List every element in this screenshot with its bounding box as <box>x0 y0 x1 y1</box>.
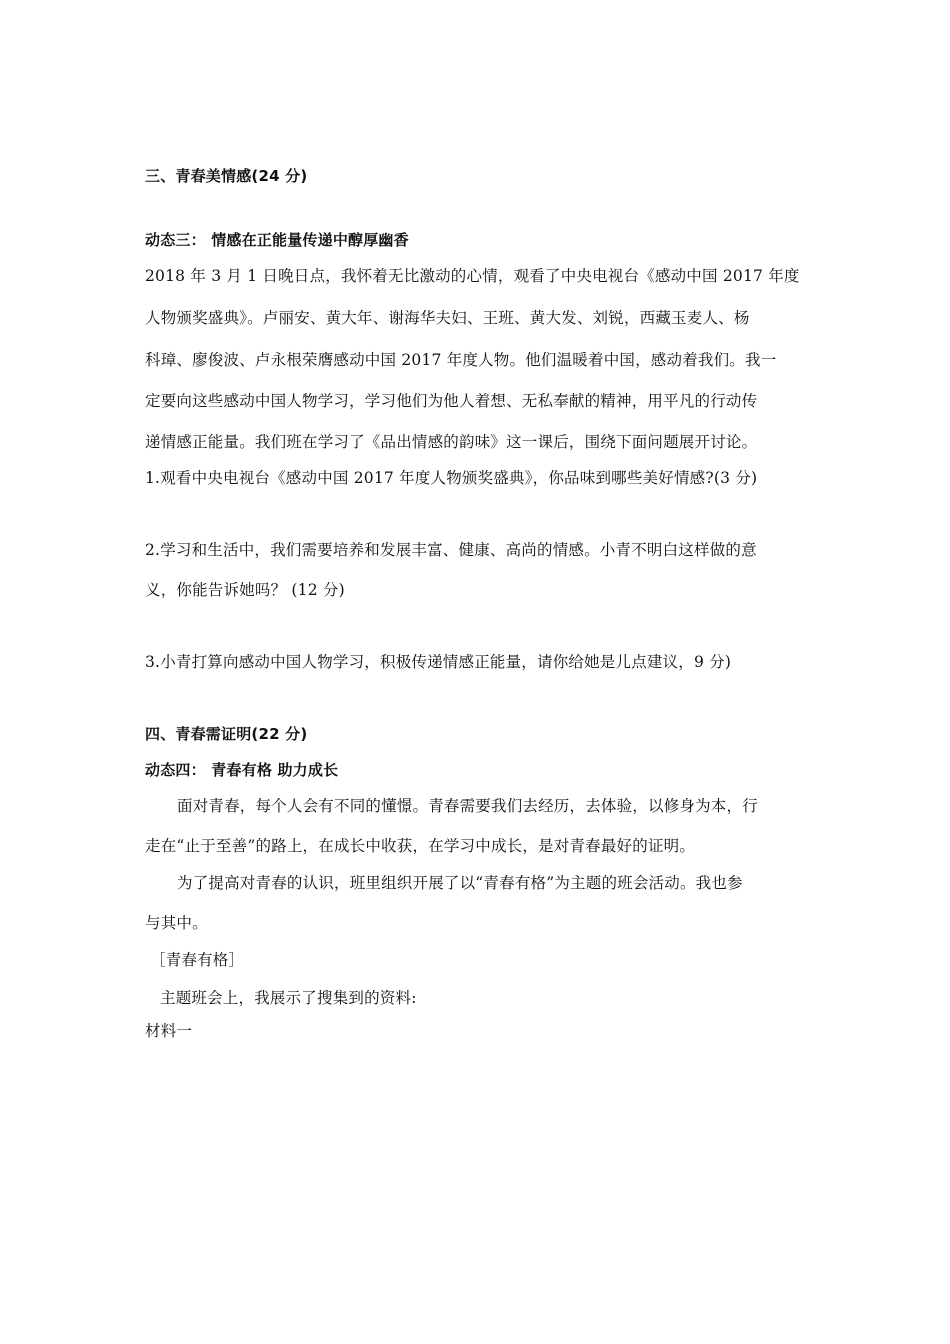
section-4-paragraph-1-line-2: 走在“止于至善”的路上，在成长中收获，在学习中成长，是对青春最好的证明。 <box>145 837 696 855</box>
section-4-paragraph-1-line-1: 面对青春，每个人会有不同的懂憬。青春需要我们去经历，去体验，以修身为本，行 <box>177 797 758 815</box>
section-3-paragraph-line-2: 人物颁奖盛典》。卢丽安、黄大年、谢海华夫妇、王班、黄大发、刘锐，西藏玉麦人、杨 <box>145 309 750 327</box>
class-meeting-intro: 主题班会上，我展示了搜集到的资料: <box>160 989 417 1007</box>
section-3-heading: 三、青春美情感(24 分) <box>145 167 308 185</box>
section-4-paragraph-2-line-1: 为了提高对青春的认识，班里组织开展了以“青春有格”为主题的班会活动。我也参 <box>177 874 743 892</box>
section-4-heading: 四、青春需证明(22 分) <box>145 725 308 743</box>
section-3-paragraph-line-3: 科璋、廖俊波、卢永根荣膺感动中国 2017 年度人物。他们温暖着中国，感动着我们。我一 <box>145 351 777 369</box>
section-3-paragraph-line-1: 2018 年 3 月 1 日晚日点，我怀着无比激动的心情，观看了中央电视台《感动中国 2017 年度 <box>145 267 800 285</box>
question-2-line-2: 义，你能告诉她吗？ (12 分) <box>145 581 345 599</box>
section-3-subheading: 动态三： 情感在正能量传递中醇厚幽香 <box>145 231 409 249</box>
section-3-paragraph-line-4: 定要向这些感动中国人物学习，学习他们为他人着想、无私奉献的精神，用平凡的行动传 <box>145 392 758 410</box>
bracket-title: ［青春有格］ <box>150 951 245 969</box>
question-2-line-1: 2.学习和生活中，我们需要培养和发展丰富、健康、高尚的情感。小青不明白这样做的意 <box>145 541 757 559</box>
question-1: 1.观看中央电视台《感动中国 2017 年度人物颁奖盛典》，你品味到哪些美好情感?(3 分) <box>145 469 758 487</box>
section-4-paragraph-2-line-2: 与其中。 <box>145 914 208 932</box>
material-label: 材料一 <box>145 1022 193 1040</box>
section-4-subheading: 动态四： 青春有格 助力成长 <box>145 761 339 779</box>
question-3: 3.小青打算向感动中国人物学习，积极传递情感正能量，请你给她是儿点建议，9 分) <box>145 653 732 671</box>
section-3-paragraph-line-5: 递情感正能量。我们班在学习了《品出情感的韵味》这一课后，围绕下面问题展开讨论。 <box>145 433 758 451</box>
